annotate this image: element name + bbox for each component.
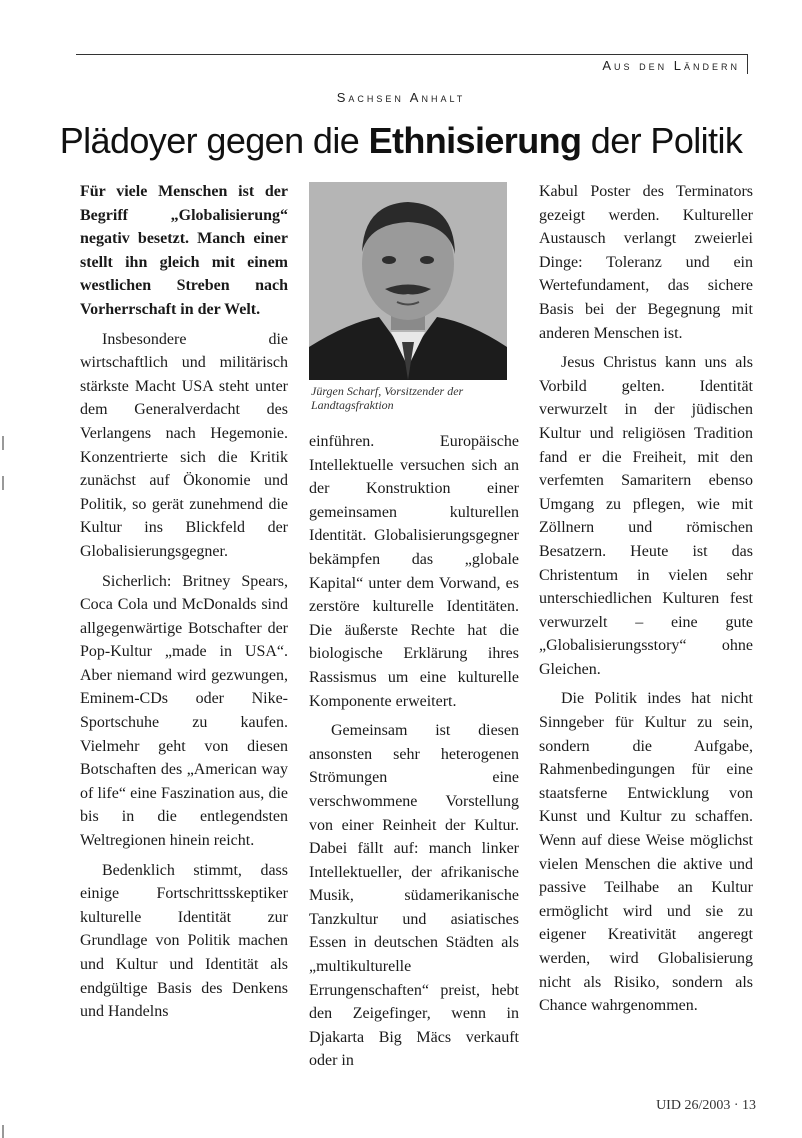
article-column-3	[539, 180, 753, 1024]
scan-margin-mark	[2, 476, 4, 490]
article-lead: Für viele Menschen ist der Begriff „Globalisierung“ negativ besetzt. Manch einer stellt ihn gleich mit einem westlichen Streben nach Vorherrschaft in der Welt.	[80, 183, 288, 318]
article-column-2	[309, 430, 519, 1079]
page-footer: UID 26/2003 · 13	[656, 1098, 756, 1113]
paragraph: einführen. Europäische Intellektuelle versuchen sich an der Konstruktion einer gemeinsamen kulturellen Identität. Globalisierungsgegner bekämpfen das „globale Kapital“ unter dem Vorwand, es zerstöre kulturelle Identitäten. Die äußerste Rechte hat die biologische Erklärung ihres Rassismus um eine kulturelle Komponente erweitert.	[309, 433, 519, 710]
article-headline	[0, 120, 802, 162]
header-rule	[76, 54, 748, 55]
scan-margin-mark	[2, 1125, 4, 1138]
photo-caption: Jürgen Scharf, Vorsitzender der Landtagsfraktion	[311, 384, 464, 412]
header-rule-tick	[747, 54, 748, 74]
portrait-photo	[309, 182, 507, 380]
headline-part-2: der Politik	[581, 120, 743, 161]
article-column-1	[80, 180, 288, 1030]
headline-emphasis: Ethnisierung	[368, 120, 582, 161]
region-label: Sachsen Anhalt	[336, 90, 466, 105]
paragraph: Gemeinsam ist diesen ansonsten sehr heterogenen Strömungen eine verschwommene Vorstellung von einer Reinheit der Kultur. Dabei fällt auf: manch linker Intellektueller, der afrikanische Musik, südamerikanische Tanzkultur und asiatisches Essen in deutschen Städten als „multikulturelle Errungenschaften“ preist, hebt den Zeigefinger, wenn in Djakarta Big Mäcs verkauft oder in	[309, 722, 519, 1070]
paragraph: Jesus Christus kann uns als Vorbild gelten. Identität verwurzelt in der jüdischen Kultur und religiösen Tradition fand er die Freiheit, mit den verfemten Samaritern ebenso Umgang zu pflegen, wie mit Zöllnern und römischen Besatzern. Heute ist das Christentum in vielen sehr unterschiedlichen Kulturen fest verwurzelt – eine gute „Globalisierungsstory“ ohne Gleichen.	[539, 354, 753, 678]
paragraph: Sicherlich: Britney Spears, Coca Cola und McDonalds sind allgegenwärtige Botschafter der Pop-Kultur „made in USA“. Aber niemand wird gezwungen, Eminem-CDs oder Nike-Sportschuhe zu kaufen. Vielmehr geht von diesen Botschaften des „American way of life“ eine Faszination aus, die bis in die entlegendsten Weltregionen hinein reicht.	[80, 572, 288, 850]
headline-part-1: Plädoyer gegen die	[59, 120, 369, 161]
paragraph: Kabul Poster des Terminators gezeigt werden. Kultureller Austausch verlangt zweierlei Dinge: Toleranz und ein Wertefundament, das sichere Basis bei der Begegnung mit anderen Menschen ist.	[539, 183, 753, 342]
paragraph: Bedenklich stimmt, dass einige Fortschrittsskeptiker kulturelle Identität zur Grundlage von Politik machen und Kultur und Identität als endgültige Basis des Denkens und Handelns	[80, 861, 288, 1021]
paragraph: Insbesondere die wirtschaftlich und militärisch stärkste Macht USA steht unter dem Generalverdacht des Verlangens nach Hegemonie. Konzentrierte sich die Kritik zunächst auf Ökonomie und Politik, so gerät zunehmend die Kultur ins Blickfeld der Globalisierungsgegner.	[80, 330, 288, 560]
portrait-icon	[309, 182, 507, 380]
section-label: Aus den Ländern	[602, 58, 740, 73]
scan-margin-mark	[2, 436, 4, 450]
paragraph: Die Politik indes hat nicht Sinngeber für Kultur zu sein, sondern die Aufgabe, Rahmenbedingungen für eine staatsferne Entwicklung von Kunst und Kultur zu schaffen. Wenn auf diese Weise möglichst vielen Menschen die aktive und passive Teilhabe an Kultur ermöglicht wird und sie zu eigener Kreativität angeregt werden, wird Globalisierung nicht als Risiko, sondern als Chance wahrgenommen.	[539, 690, 753, 1015]
